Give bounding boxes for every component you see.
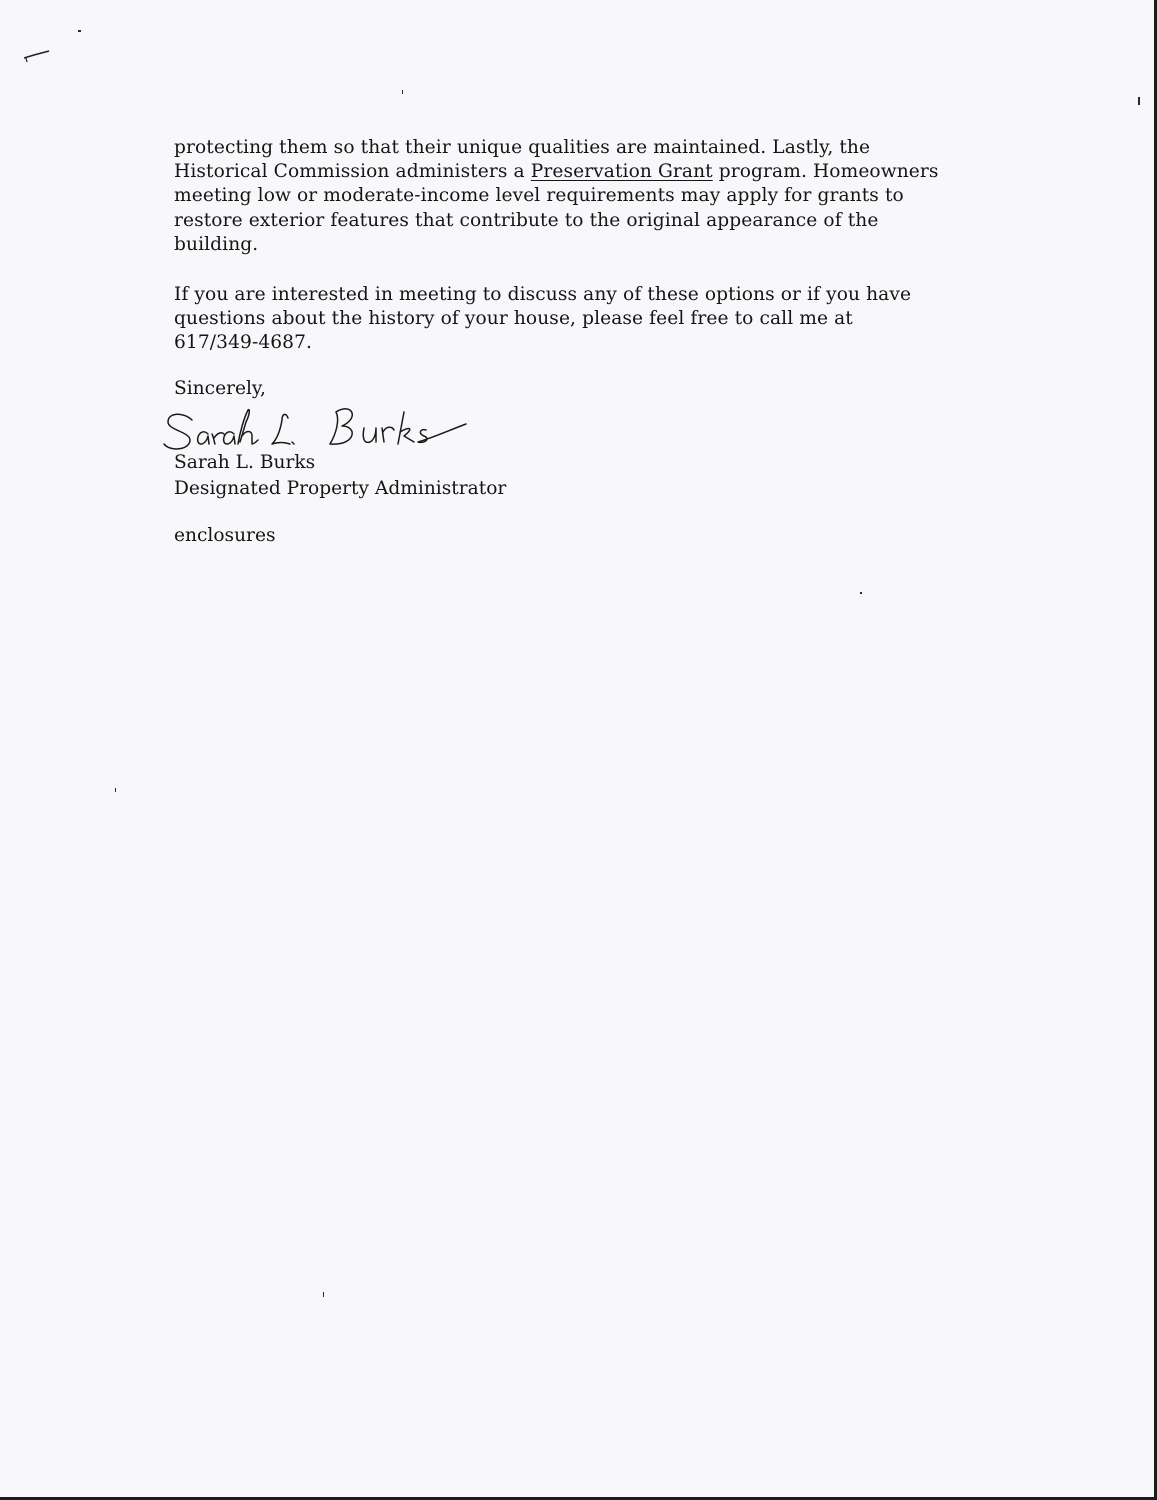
scan-speck (78, 30, 81, 32)
paragraph-line: restore exterior features that contribute to the original appearance of the (174, 209, 879, 231)
text-run: program. Homeowners (712, 161, 939, 183)
text-run: Historical Commission administers a (174, 161, 531, 183)
paragraph-line (174, 160, 1034, 184)
paragraph-line: meeting low or moderate-income level requirements may apply for grants to (174, 185, 904, 207)
scan-speck (402, 90, 403, 94)
signer-title: Designated Property Administrator (174, 478, 507, 499)
phone-number: 617/349-4687. (174, 332, 313, 354)
paragraph-line: If you are interested in meeting to discuss any of these options or if you have (174, 284, 912, 305)
paragraph-line: questions about the history of your house, please feel free to call me at (174, 308, 853, 330)
scan-speck (1138, 97, 1140, 105)
scan-speck (115, 788, 116, 792)
scan-mark-top-left (22, 50, 52, 64)
scan-speck (860, 592, 862, 594)
handwritten-signature (160, 398, 480, 456)
paragraph-contact (174, 283, 1034, 356)
paragraph-preservation-grant (174, 136, 1034, 257)
paragraph-line: building. (174, 233, 259, 255)
scan-speck (323, 1292, 324, 1297)
preservation-grant-underlined: Preservation Grant (530, 161, 713, 183)
signer-name: Sarah L. Burks (174, 452, 316, 473)
closing-salutation: Sincerely, (174, 378, 266, 399)
paragraph-line: protecting them so that their unique qualities are maintained. Lastly, the (174, 137, 871, 158)
enclosures-note: enclosures (174, 525, 276, 546)
